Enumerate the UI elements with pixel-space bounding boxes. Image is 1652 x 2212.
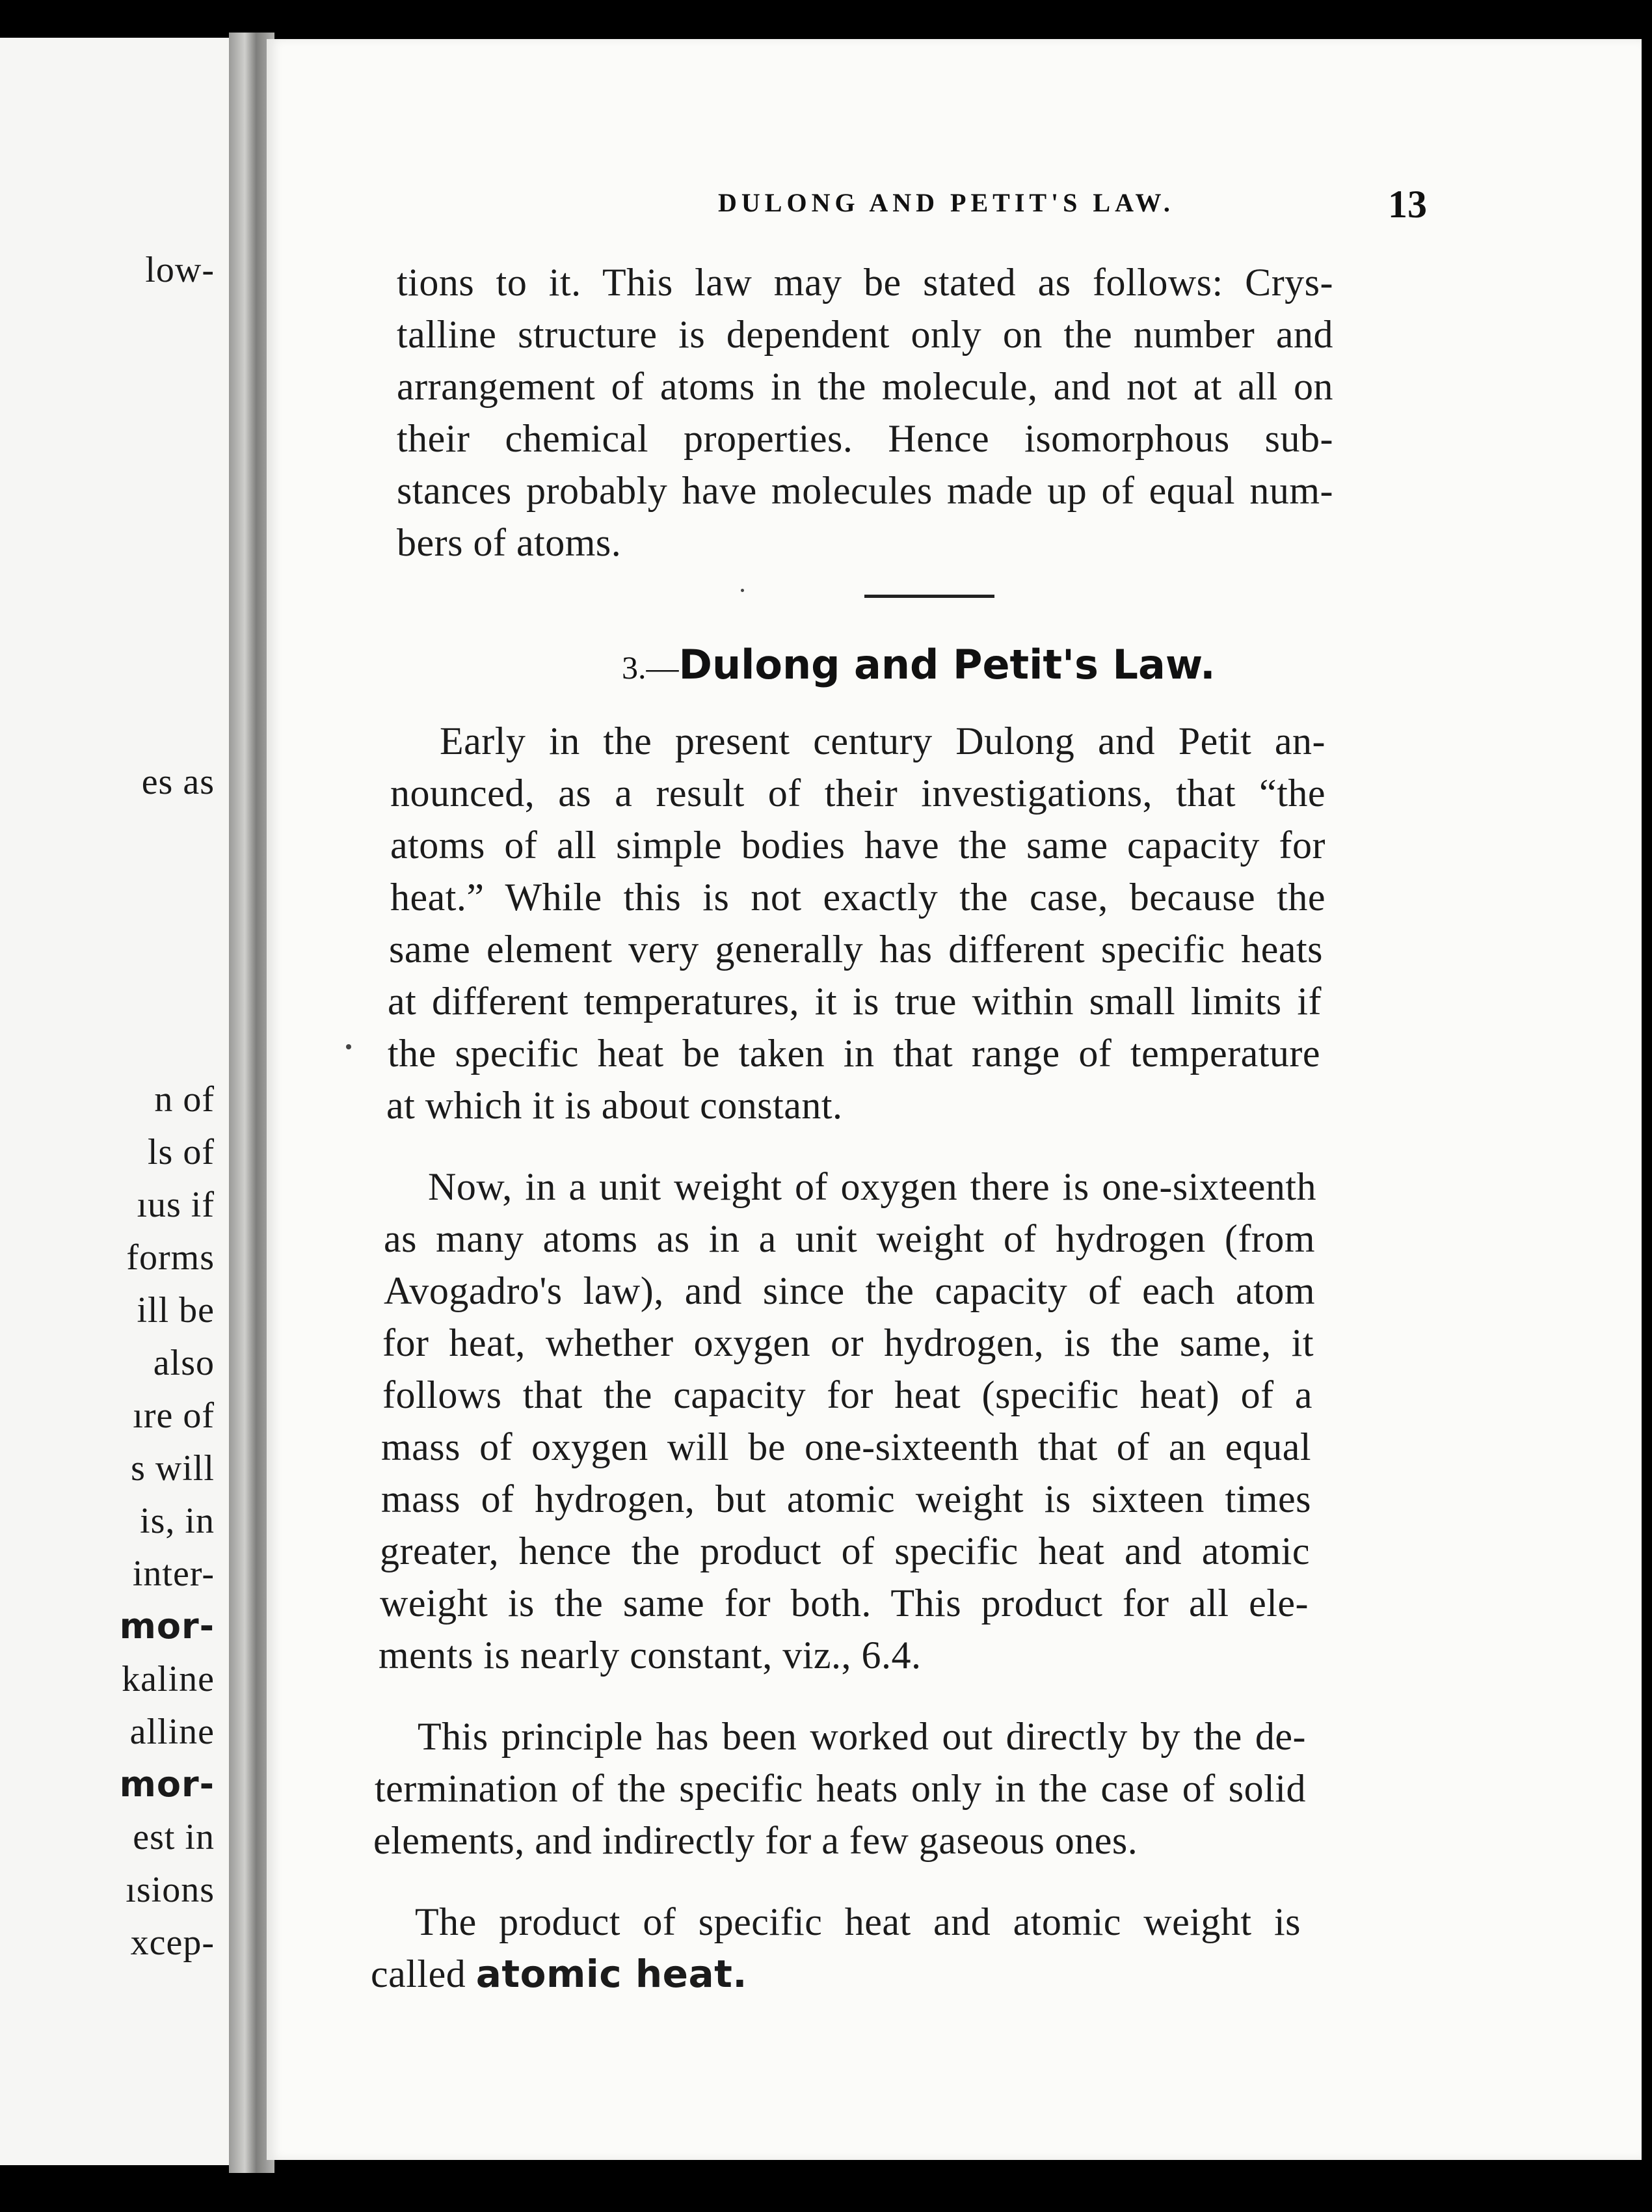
page-number: 13 xyxy=(1388,183,1427,226)
left-fragment-line: est in xyxy=(133,1817,215,1857)
left-fragment-line: forms xyxy=(126,1237,215,1278)
left-fragment-line: is, in xyxy=(140,1501,215,1541)
left-fragment-line: xcep- xyxy=(130,1922,215,1963)
left-fragment-line: n of xyxy=(154,1079,215,1120)
paragraph-1-line: tions to it. This law may be stated as follows: Crys- xyxy=(397,261,1333,304)
left-fragment-line: kaline xyxy=(122,1659,215,1699)
left-fragment-line: ısions xyxy=(126,1870,215,1910)
left-fragment-line: mor- xyxy=(119,1606,215,1647)
paragraph-1-line: their chemical properties. Hence isomorphous sub- xyxy=(397,417,1333,460)
section-heading xyxy=(622,641,1216,689)
paragraph-2-line: the specific heat be taken in that range of temperature xyxy=(388,1032,1320,1075)
left-fragment-line: low- xyxy=(145,250,215,290)
left-fragment-line: ill be xyxy=(137,1290,215,1330)
paragraph-2-line: Early in the present century Dulong and Petit an- xyxy=(440,720,1326,762)
paragraph-1-line: stances probably have molecules made up of equal num- xyxy=(397,469,1333,512)
paragraph-2-line: heat.” While this is not exactly the case, because the xyxy=(390,876,1326,919)
paragraph-4-line: termination of the specific heats only in the case of solid xyxy=(375,1767,1306,1810)
paragraph-1-line: bers of atoms. xyxy=(397,521,622,564)
running-head: DULONG AND PETIT'S LAW. xyxy=(718,188,1175,217)
section-title: Dulong and Petit's Law. xyxy=(678,641,1216,688)
left-fragment-line: ls of xyxy=(148,1132,215,1172)
left-fragment-line: inter- xyxy=(132,1554,215,1594)
paragraph-5-line xyxy=(371,1952,1301,1997)
paragraph-1-line: talline structure is dependent only on the number and xyxy=(397,313,1333,356)
paragraph-4-line: This principle has been worked out directly by the de- xyxy=(418,1715,1306,1758)
right-page xyxy=(267,39,1642,2160)
left-fragment-line: ıre of xyxy=(133,1396,215,1436)
paragraph-2-line: atoms of all simple bodies have the same capacity for xyxy=(390,824,1326,867)
paragraph-3-line: Now, in a unit weight of oxygen there is one-sixteenth xyxy=(428,1165,1316,1208)
paragraph-2-line: same element very generally has different specific heats xyxy=(389,928,1323,971)
paragraph-3-line: greater, hence the product of specific heat and atomic xyxy=(380,1530,1310,1572)
paragraph-5-prefix: called xyxy=(371,1952,476,1995)
paragraph-3-line: mass of oxygen will be one-sixteenth that of an equal xyxy=(381,1425,1311,1468)
left-fragment-line: alline xyxy=(129,1712,215,1752)
paragraph-3-line: mass of hydrogen, but atomic weight is sixteen times xyxy=(381,1477,1311,1520)
left-fragment-line: also xyxy=(153,1343,215,1383)
paragraph-5-line: The product of specific heat and atomic weight is xyxy=(415,1900,1301,1943)
paragraph-2-line: at which it is about constant. xyxy=(386,1084,843,1127)
left-fragment-line: es as xyxy=(141,762,215,802)
atomic-heat-term: atomic heat. xyxy=(475,1952,747,1996)
paragraph-3-line: follows that the capacity for heat (specific heat) of a xyxy=(382,1373,1312,1416)
section-number: 3.— xyxy=(622,649,679,686)
scan-speck xyxy=(741,589,744,592)
paragraph-3-line: weight is the same for both. This product for all ele- xyxy=(380,1582,1309,1625)
left-fragment-line: s will xyxy=(131,1448,215,1489)
paragraph-4-line: elements, and indirectly for a few gaseous ones. xyxy=(373,1819,1138,1862)
paragraph-3-line: ments is nearly constant, viz., 6.4. xyxy=(379,1634,922,1677)
left-fragment-line: mor- xyxy=(119,1764,215,1805)
paragraph-2-line: at different temperatures, it is true within small limits if xyxy=(388,980,1322,1023)
paragraph-2-line: nounced, as a result of their investigations, that “the xyxy=(390,772,1326,815)
section-divider-rule xyxy=(864,595,994,598)
paragraph-3-line: for heat, whether oxygen or hydrogen, is the same, it xyxy=(382,1321,1314,1364)
left-fragment-line: ıus if xyxy=(137,1185,215,1225)
paragraph-1-line: arrangement of atoms in the molecule, and not at all on xyxy=(397,365,1333,408)
scan-speck xyxy=(346,1044,351,1049)
paragraph-3-line: as many atoms as in a unit weight of hydrogen (from xyxy=(384,1217,1315,1260)
paragraph-3-line: Avogadro's law), and since the capacity of each atom xyxy=(384,1269,1315,1312)
left-page xyxy=(0,38,233,2165)
